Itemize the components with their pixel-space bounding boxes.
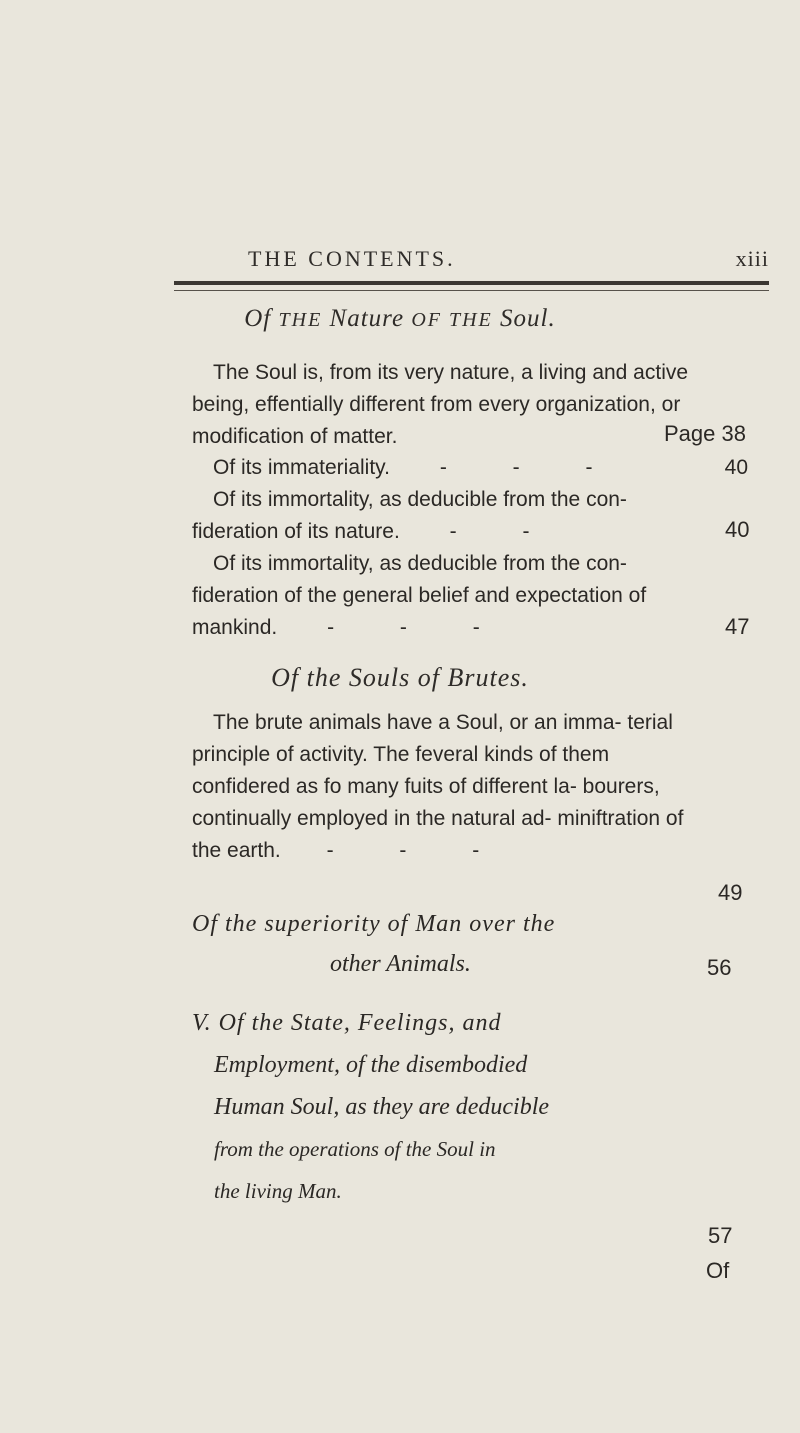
section-heading-souls-of-brutes: Of the Souls of Brutes.: [271, 663, 529, 692]
page-number: xiii: [735, 246, 769, 271]
section2-body: The brute animals have a Soul, or an imma- terial principle of activity. The feveral kinds of them confidered as fo many fuits of different la- bourers, continually employed in the natural ad- miniftration of the earth.: [192, 711, 684, 862]
heading-line: Employment, of the disembodied: [214, 1052, 528, 1078]
heading-line: Of the superiority of Man over the: [192, 911, 556, 937]
header-rule-thick: [174, 281, 769, 285]
heading-word: Soul.: [500, 305, 556, 332]
section-heading-disembodied-soul: [192, 1002, 752, 1212]
entry-dashes: - - -: [327, 616, 510, 639]
entry-dashes: - - -: [439, 456, 623, 479]
heading-word: Nature: [329, 305, 405, 332]
entry-text: Of its immateriality.: [213, 456, 390, 479]
intro-page: [664, 421, 746, 447]
section2-page: 49: [718, 880, 743, 905]
catchword: Of: [706, 1258, 730, 1283]
section-heading-superiority: [192, 904, 752, 984]
entry-immortality-nature: [192, 484, 708, 548]
entry-immateriality: [192, 452, 748, 484]
running-head-title: THE CONTENTS.: [248, 246, 456, 271]
heading-line: other Animals.: [330, 951, 471, 977]
heading-word: THE: [278, 309, 323, 331]
heading-word: OF THE: [411, 309, 493, 331]
entry-immortality-belief: [192, 548, 712, 644]
heading-line: Human Soul, as they are deducible: [214, 1094, 550, 1120]
running-head: [0, 246, 800, 276]
section2-text: [192, 707, 708, 867]
entry-text: Of its immortality, as deducible from the con- fideration of the general belief and expectation of mankind.: [192, 552, 647, 639]
entry-page: 47: [725, 614, 750, 639]
section-heading-nature-of-soul: [0, 305, 800, 333]
section1-intro: [192, 357, 708, 453]
heading-word: Of: [244, 305, 272, 332]
entry-page: 40: [725, 517, 750, 542]
heading-line: from the operations of the Soul in: [214, 1137, 496, 1161]
heading-line: the living Man.: [214, 1179, 342, 1203]
entry-page: 40: [724, 456, 748, 479]
entry-dashes: - - -: [326, 839, 510, 862]
section1-intro-text: The Soul is, from its very nature, a living and active being, effentially different from every organization, or modification of matter.: [192, 361, 689, 448]
header-rule-thin: [174, 290, 769, 291]
section3-page: 56: [707, 955, 732, 980]
heading-line: V. Of the State, Feelings, and: [192, 1010, 502, 1036]
section4-page: 57: [708, 1223, 733, 1248]
entry-text: Of its immortality, as deducible from the con- fideration of its nature.: [192, 488, 627, 543]
page-ref: 38: [721, 421, 746, 446]
entry-dashes: - -: [449, 520, 560, 543]
page-label: Page: [664, 421, 716, 446]
